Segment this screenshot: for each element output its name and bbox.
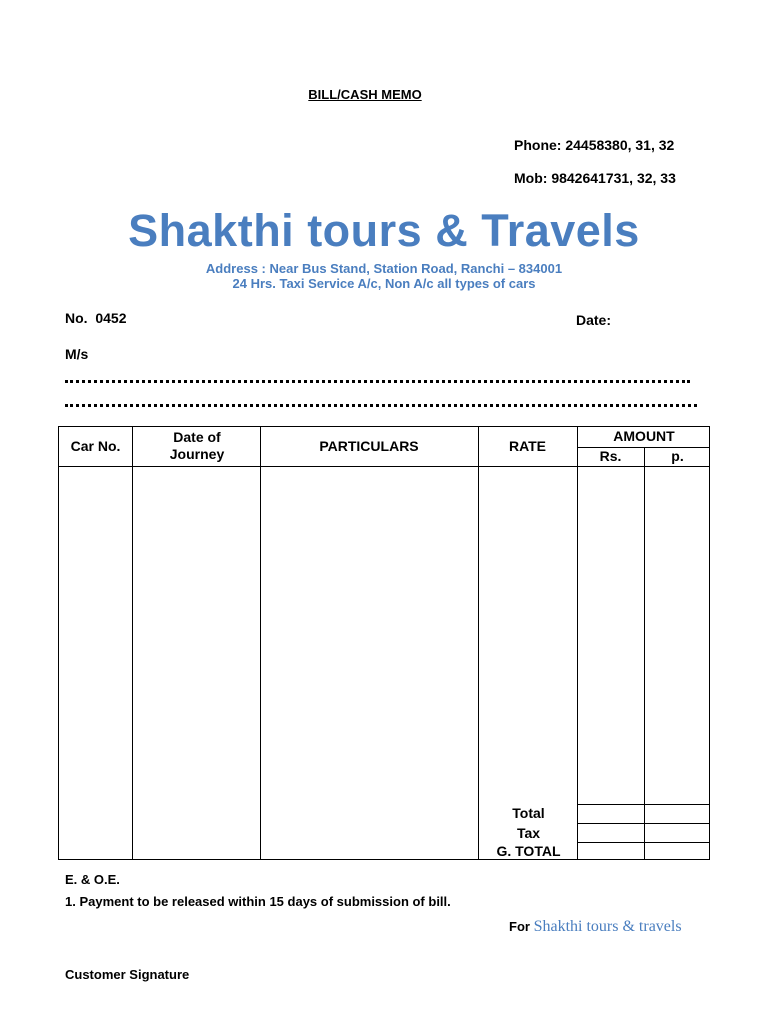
- header-rate: RATE: [508, 438, 547, 454]
- customer-line-1: [65, 374, 690, 383]
- phone-numbers: Phone: 24458380, 31, 32: [514, 137, 675, 153]
- customer-line-2: [65, 398, 697, 407]
- for-label: For: [509, 919, 530, 934]
- column-divider: [644, 447, 645, 859]
- bill-number-value: 0452: [95, 310, 127, 326]
- company-name: Shakthi tours & Travels: [128, 205, 640, 256]
- header-date-of-journey: Date of Journey: [169, 429, 225, 462]
- gtotal-row-divider: [577, 842, 709, 843]
- bill-number: [65, 310, 127, 326]
- eoe-note: E. & O.E.: [65, 872, 120, 887]
- tax-row-divider: [577, 823, 709, 824]
- memo-title: BILL/CASH MEMO: [308, 87, 422, 102]
- header-p: p.: [671, 448, 684, 464]
- for-company-line: [509, 918, 682, 936]
- column-divider: [478, 427, 479, 859]
- column-divider: [577, 427, 578, 859]
- customer-signature-label: Customer Signature: [65, 967, 190, 982]
- grand-total-label: G. TOTAL: [496, 843, 561, 859]
- column-divider: [132, 427, 133, 859]
- header-divider: [59, 466, 709, 467]
- payment-note: 1. Payment to be released within 15 days of submission of bill.: [65, 894, 451, 909]
- mobile-numbers: Mob: 9842641731, 32, 33: [514, 170, 676, 186]
- for-company-name: Shakthi tours & travels: [533, 918, 682, 935]
- total-label: Total: [512, 805, 545, 821]
- bill-table: [58, 426, 710, 860]
- column-divider: [260, 427, 261, 859]
- header-car-no: Car No.: [70, 438, 121, 454]
- bill-number-label: No.: [65, 310, 88, 326]
- customer-label: M/s: [65, 346, 89, 362]
- header-amount: AMOUNT: [613, 428, 675, 444]
- tax-label: Tax: [516, 825, 541, 841]
- total-row-divider: [577, 804, 709, 805]
- company-address: Address : Near Bus Stand, Station Road, Ranchi – 834001: [205, 261, 563, 276]
- header-rs: Rs.: [599, 448, 622, 464]
- header-particulars: PARTICULARS: [319, 438, 419, 454]
- company-services: 24 Hrs. Taxi Service A/c, Non A/c all types of cars: [232, 276, 536, 291]
- date-label: Date:: [576, 312, 612, 328]
